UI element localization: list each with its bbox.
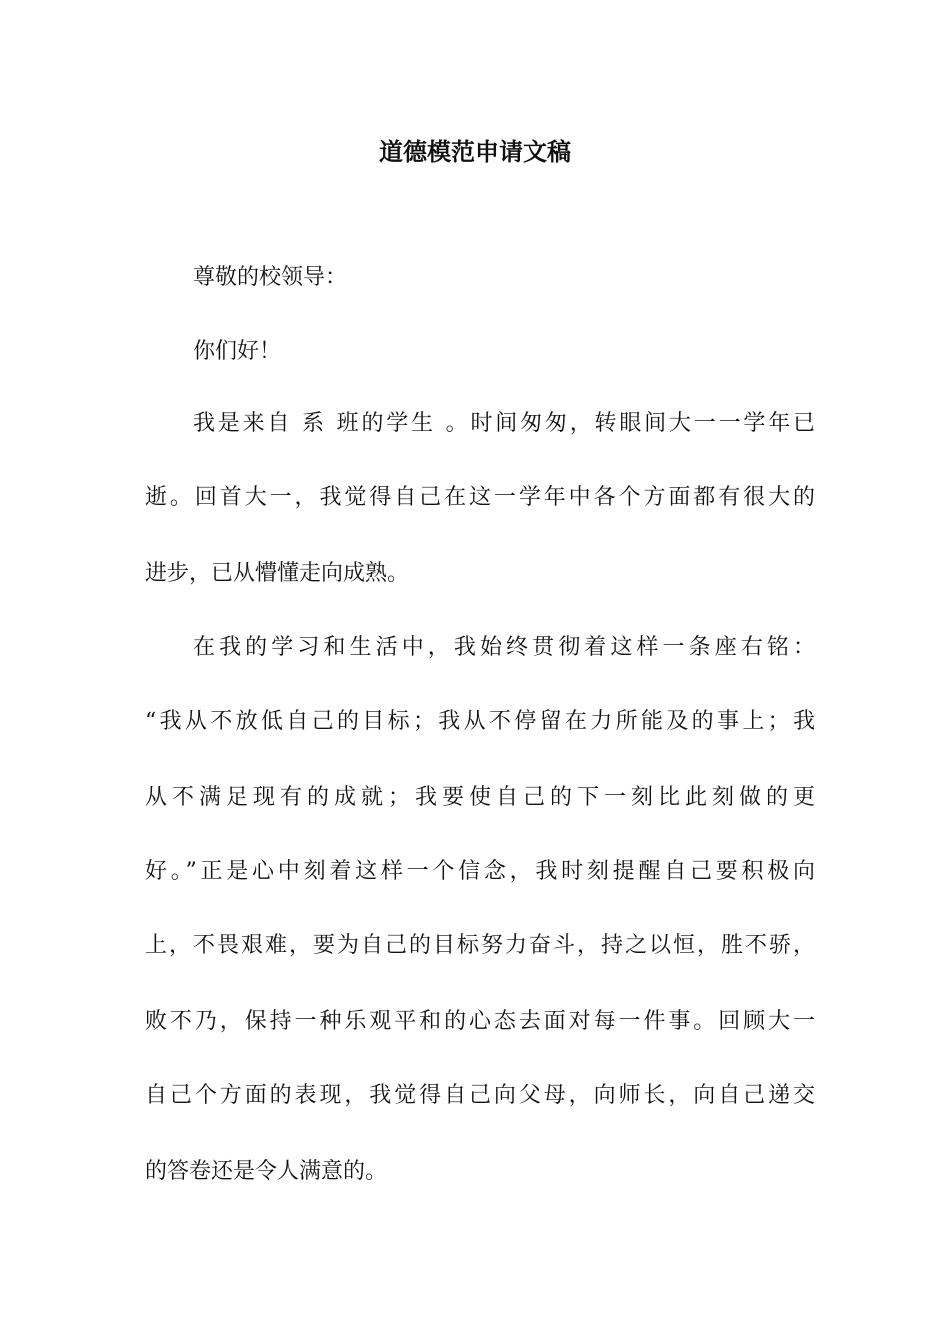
- paragraph-line: 在我的学习和生活中，我始终贯彻着这样一条座右铭：: [193, 635, 815, 660]
- paragraph-line: 好。”正是心中刻着这样一个信念，我时刻提醒自己要积极向: [145, 859, 815, 884]
- greeting: 你们好！: [193, 339, 282, 364]
- paragraph-line: “我从不放低自己的目标；我从不停留在力所能及的事上；我: [145, 709, 815, 734]
- document-title: 道德模范申请文稿: [379, 137, 571, 166]
- paragraph-line: 从不满足现有的成就；我要使自己的下一刻比此刻做的更: [145, 785, 815, 810]
- paragraph-line: 上，不畏艰难，要为自己的目标努力奋斗，持之以恒，胜不骄，: [145, 933, 815, 958]
- paragraph-line: 逝。回首大一，我觉得自己在这一学年中各个方面都有很大的: [145, 485, 815, 510]
- paragraph-line: 自己个方面的表现，我觉得自己向父母，向师长，向自己递交: [145, 1083, 815, 1108]
- salutation: 尊敬的校领导：: [193, 265, 348, 290]
- paragraph-line: 进步，已从懵懂走向成熟。: [145, 561, 410, 586]
- paragraph-line: 我是来自 系 班的学生 。时间匆匆，转眼间大一一学年已: [193, 411, 815, 436]
- paragraph-line: 败不乃，保持一种乐观平和的心态去面对每一件事。回顾大一: [145, 1009, 815, 1034]
- paragraph-line: 的答卷还是令人满意的。: [145, 1159, 388, 1184]
